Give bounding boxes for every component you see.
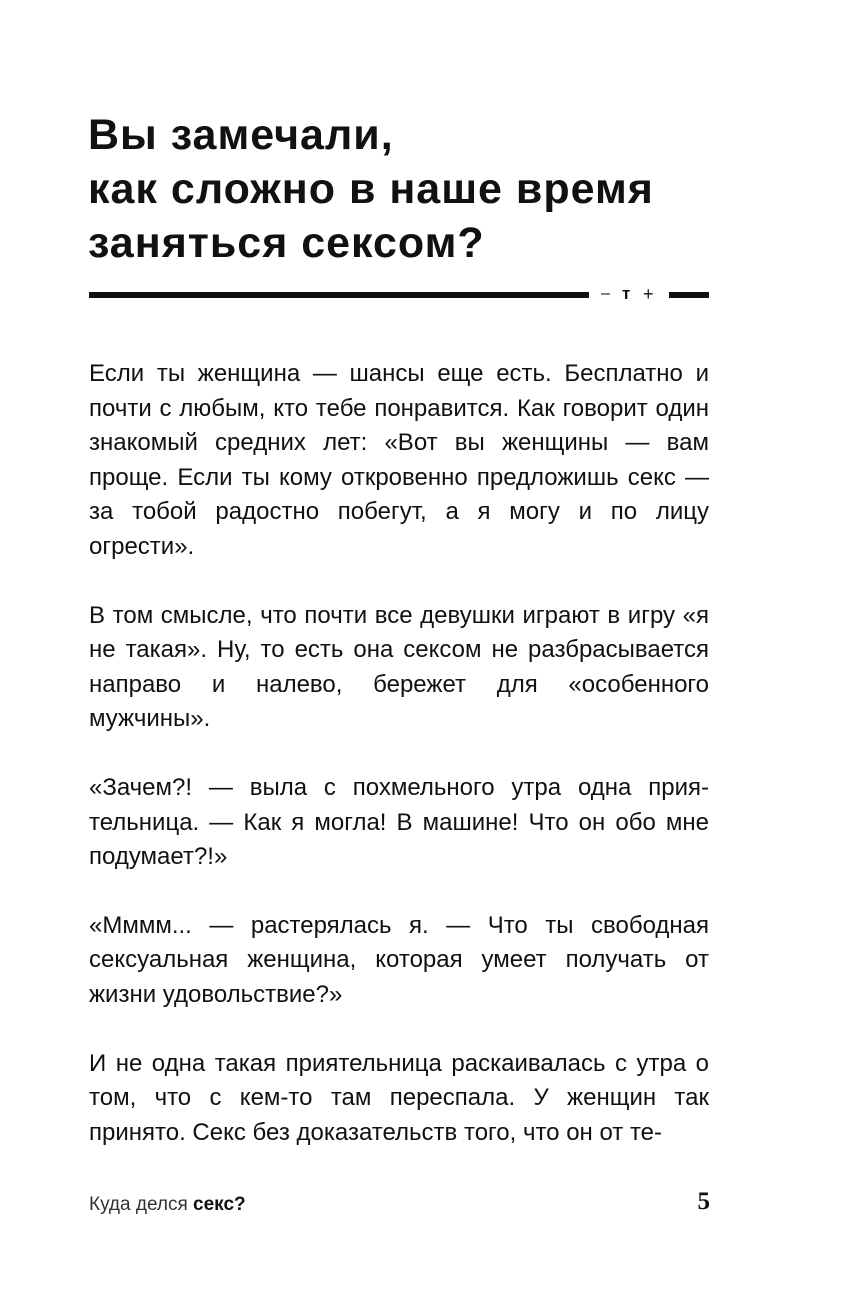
heading-line-1: Вы замечали, (88, 111, 394, 159)
divider-minus-mark: – (601, 285, 610, 302)
paragraph-2: В том смысле, что почти все девушки играют в игру «я не такая». Ну, то есть она сексом не разбрасывается направо и налево, бережет для «особенного мужчины». (89, 601, 709, 733)
paragraph-3: «Зачем?! — выла с похмельного утра одна приятельница. — Как я могла! В машине! Что он обо мне подумает?!» (89, 773, 709, 871)
footer-title-regular: Куда делся (89, 1194, 194, 1215)
divider-plus-mark: + (643, 284, 654, 304)
heading-line-3: заняться сексом? (88, 219, 485, 267)
heading-line-2: как сложно в наше время (88, 165, 654, 213)
footer-title-bold: секс? (193, 1194, 246, 1215)
divider-short-rule (669, 292, 709, 298)
paragraph-5: И не одна такая приятельница раскаивалась с утра о том, что с кем-то там переспала. У женщин так принято. Секс без доказательств того, что он от те- (89, 1049, 709, 1146)
heading-divider-rule (89, 292, 589, 298)
divider-letter-mark: т (622, 284, 631, 303)
running-footer-title (89, 1193, 246, 1217)
paragraph-4: «Мммм... — растерялась я. — Что ты свободная сексуальная женщина, которая умеет получать от жизни удовольствие?» (89, 911, 709, 1008)
paragraph-1: Если ты женщина — шансы еще есть. Бесплатно и почти с любым, кто тебе понравится. Как говорит один знакомый средних лет: «Вот вы женщины — вам проще. Если ты кому откровенно предложишь секс — за тобой радостно побегут, а я могу и по лицу огрести». (89, 360, 709, 560)
chapter-heading (88, 108, 728, 270)
page-number: 5 (697, 1188, 710, 1215)
body-text (89, 357, 709, 1184)
